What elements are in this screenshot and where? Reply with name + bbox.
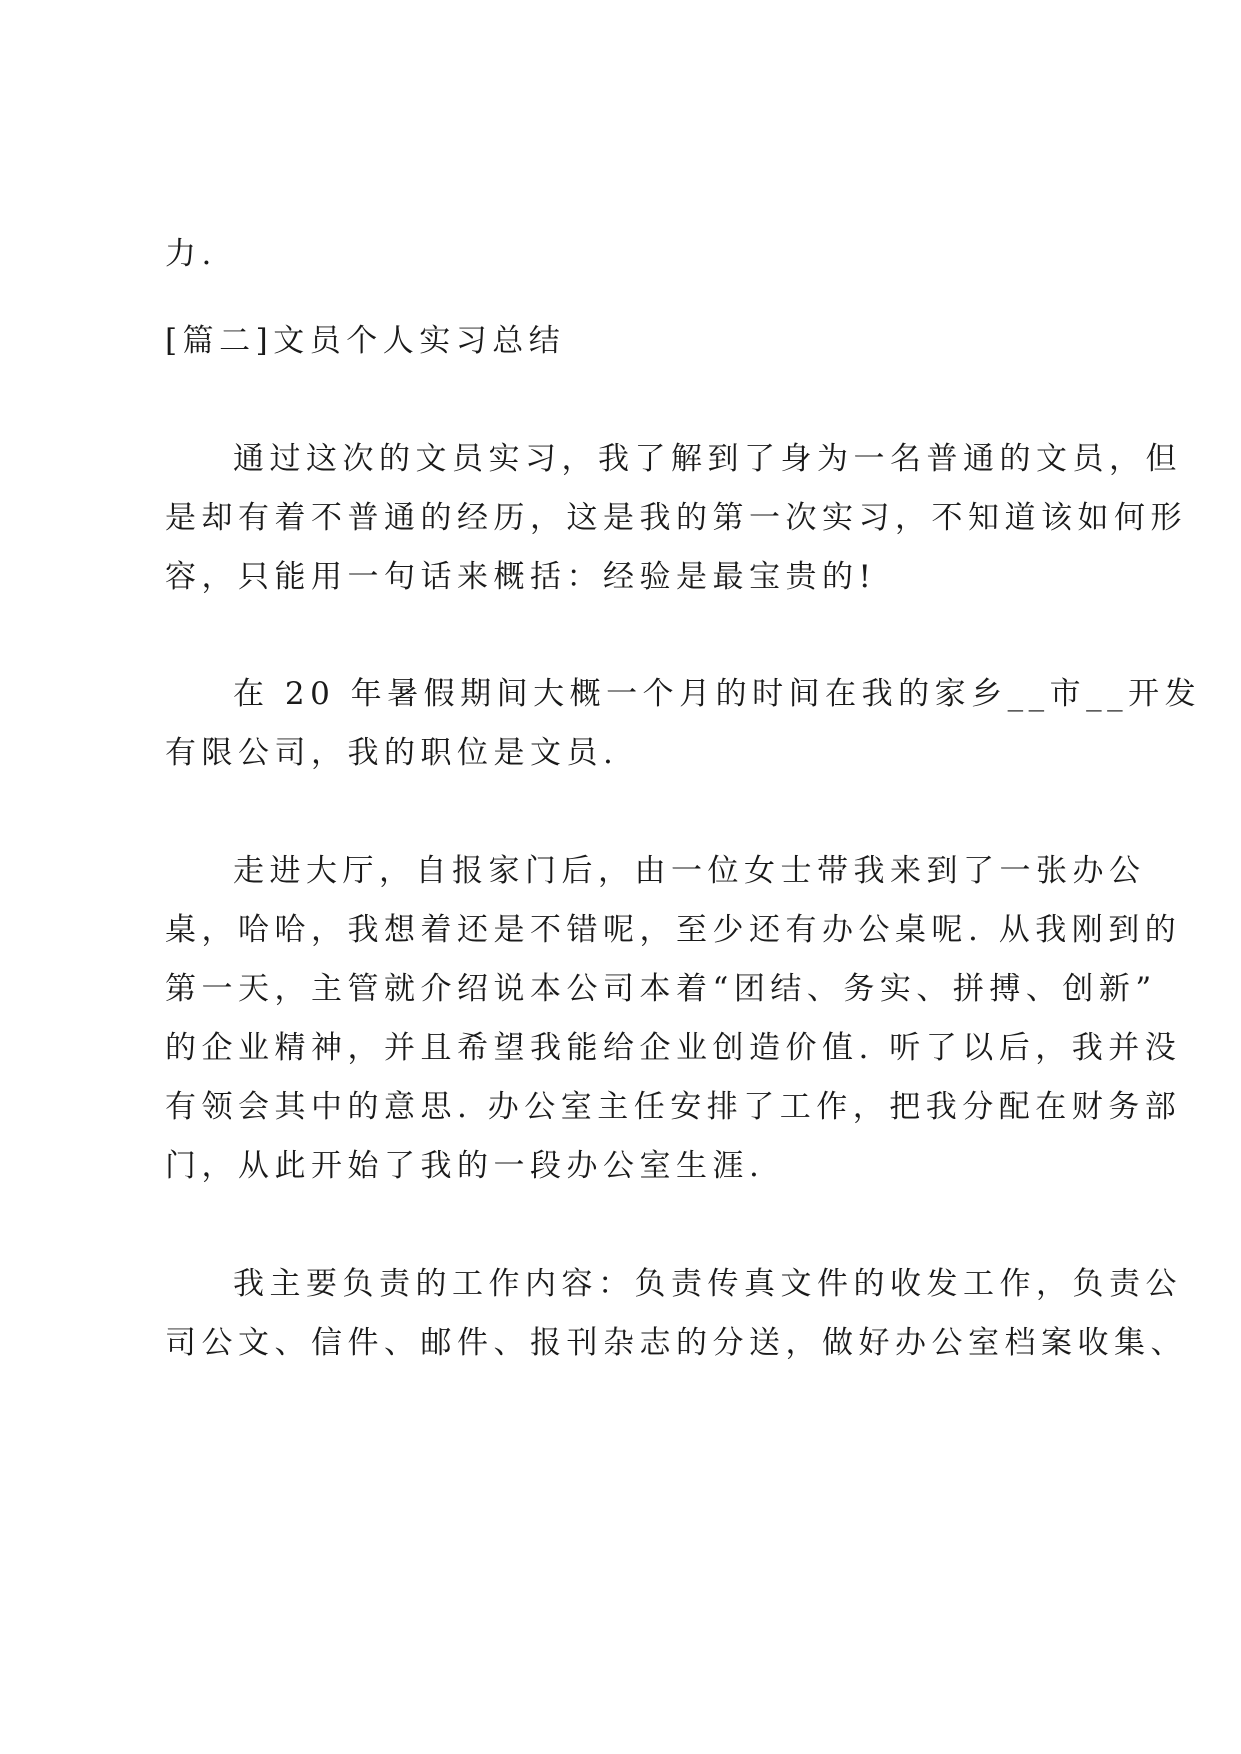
paragraph-3-line-1: 走进大厅，自报家门后，由一位女士带我来到了一张办公 [233,853,1146,889]
paragraph-2-line-2: 有限公司，我的职位是文员. [165,735,619,771]
paragraph-3-line-2: 桌，哈哈，我想着还是不错呢，至少还有办公桌呢. 从我刚到的 [165,912,1182,948]
paragraph-end-line: 力. [165,236,217,272]
paragraph-1-line-2: 是却有着不普通的经历，这是我的第一次实习，不知道该如何形 [165,500,1187,536]
paragraph-3-line-3: 第一天，主管就介绍说本公司本着“团结、务实、拼搏、创新” [165,971,1157,1007]
paragraph-3-line-4: 的企业精神，并且希望我能给企业创造价值. 听了以后，我并没 [165,1030,1182,1066]
paragraph-1-line-1: 通过这次的文员实习，我了解到了身为一名普通的文员，但 [233,441,1182,477]
paragraph-4-line-1: 我主要负责的工作内容：负责传真文件的收发工作，负责公 [233,1266,1182,1302]
section-heading: [篇二]文员个人实习总结 [165,323,566,359]
paragraph-4-line-2: 司公文、信件、邮件、报刊杂志的分送，做好办公室档案收集、 [165,1325,1187,1361]
paragraph-1-line-3: 容，只能用一句话来概括：经验是最宝贵的! [165,559,877,595]
paragraph-3-line-5: 有领会其中的意思. 办公室主任安排了工作，把我分配在财务部 [165,1089,1182,1125]
paragraph-2-line-1: 在 20 年暑假期间大概一个月的时间在我的家乡__市__开发 [233,676,1202,712]
paragraph-3-line-6: 门，从此开始了我的一段办公室生涯. [165,1148,765,1184]
